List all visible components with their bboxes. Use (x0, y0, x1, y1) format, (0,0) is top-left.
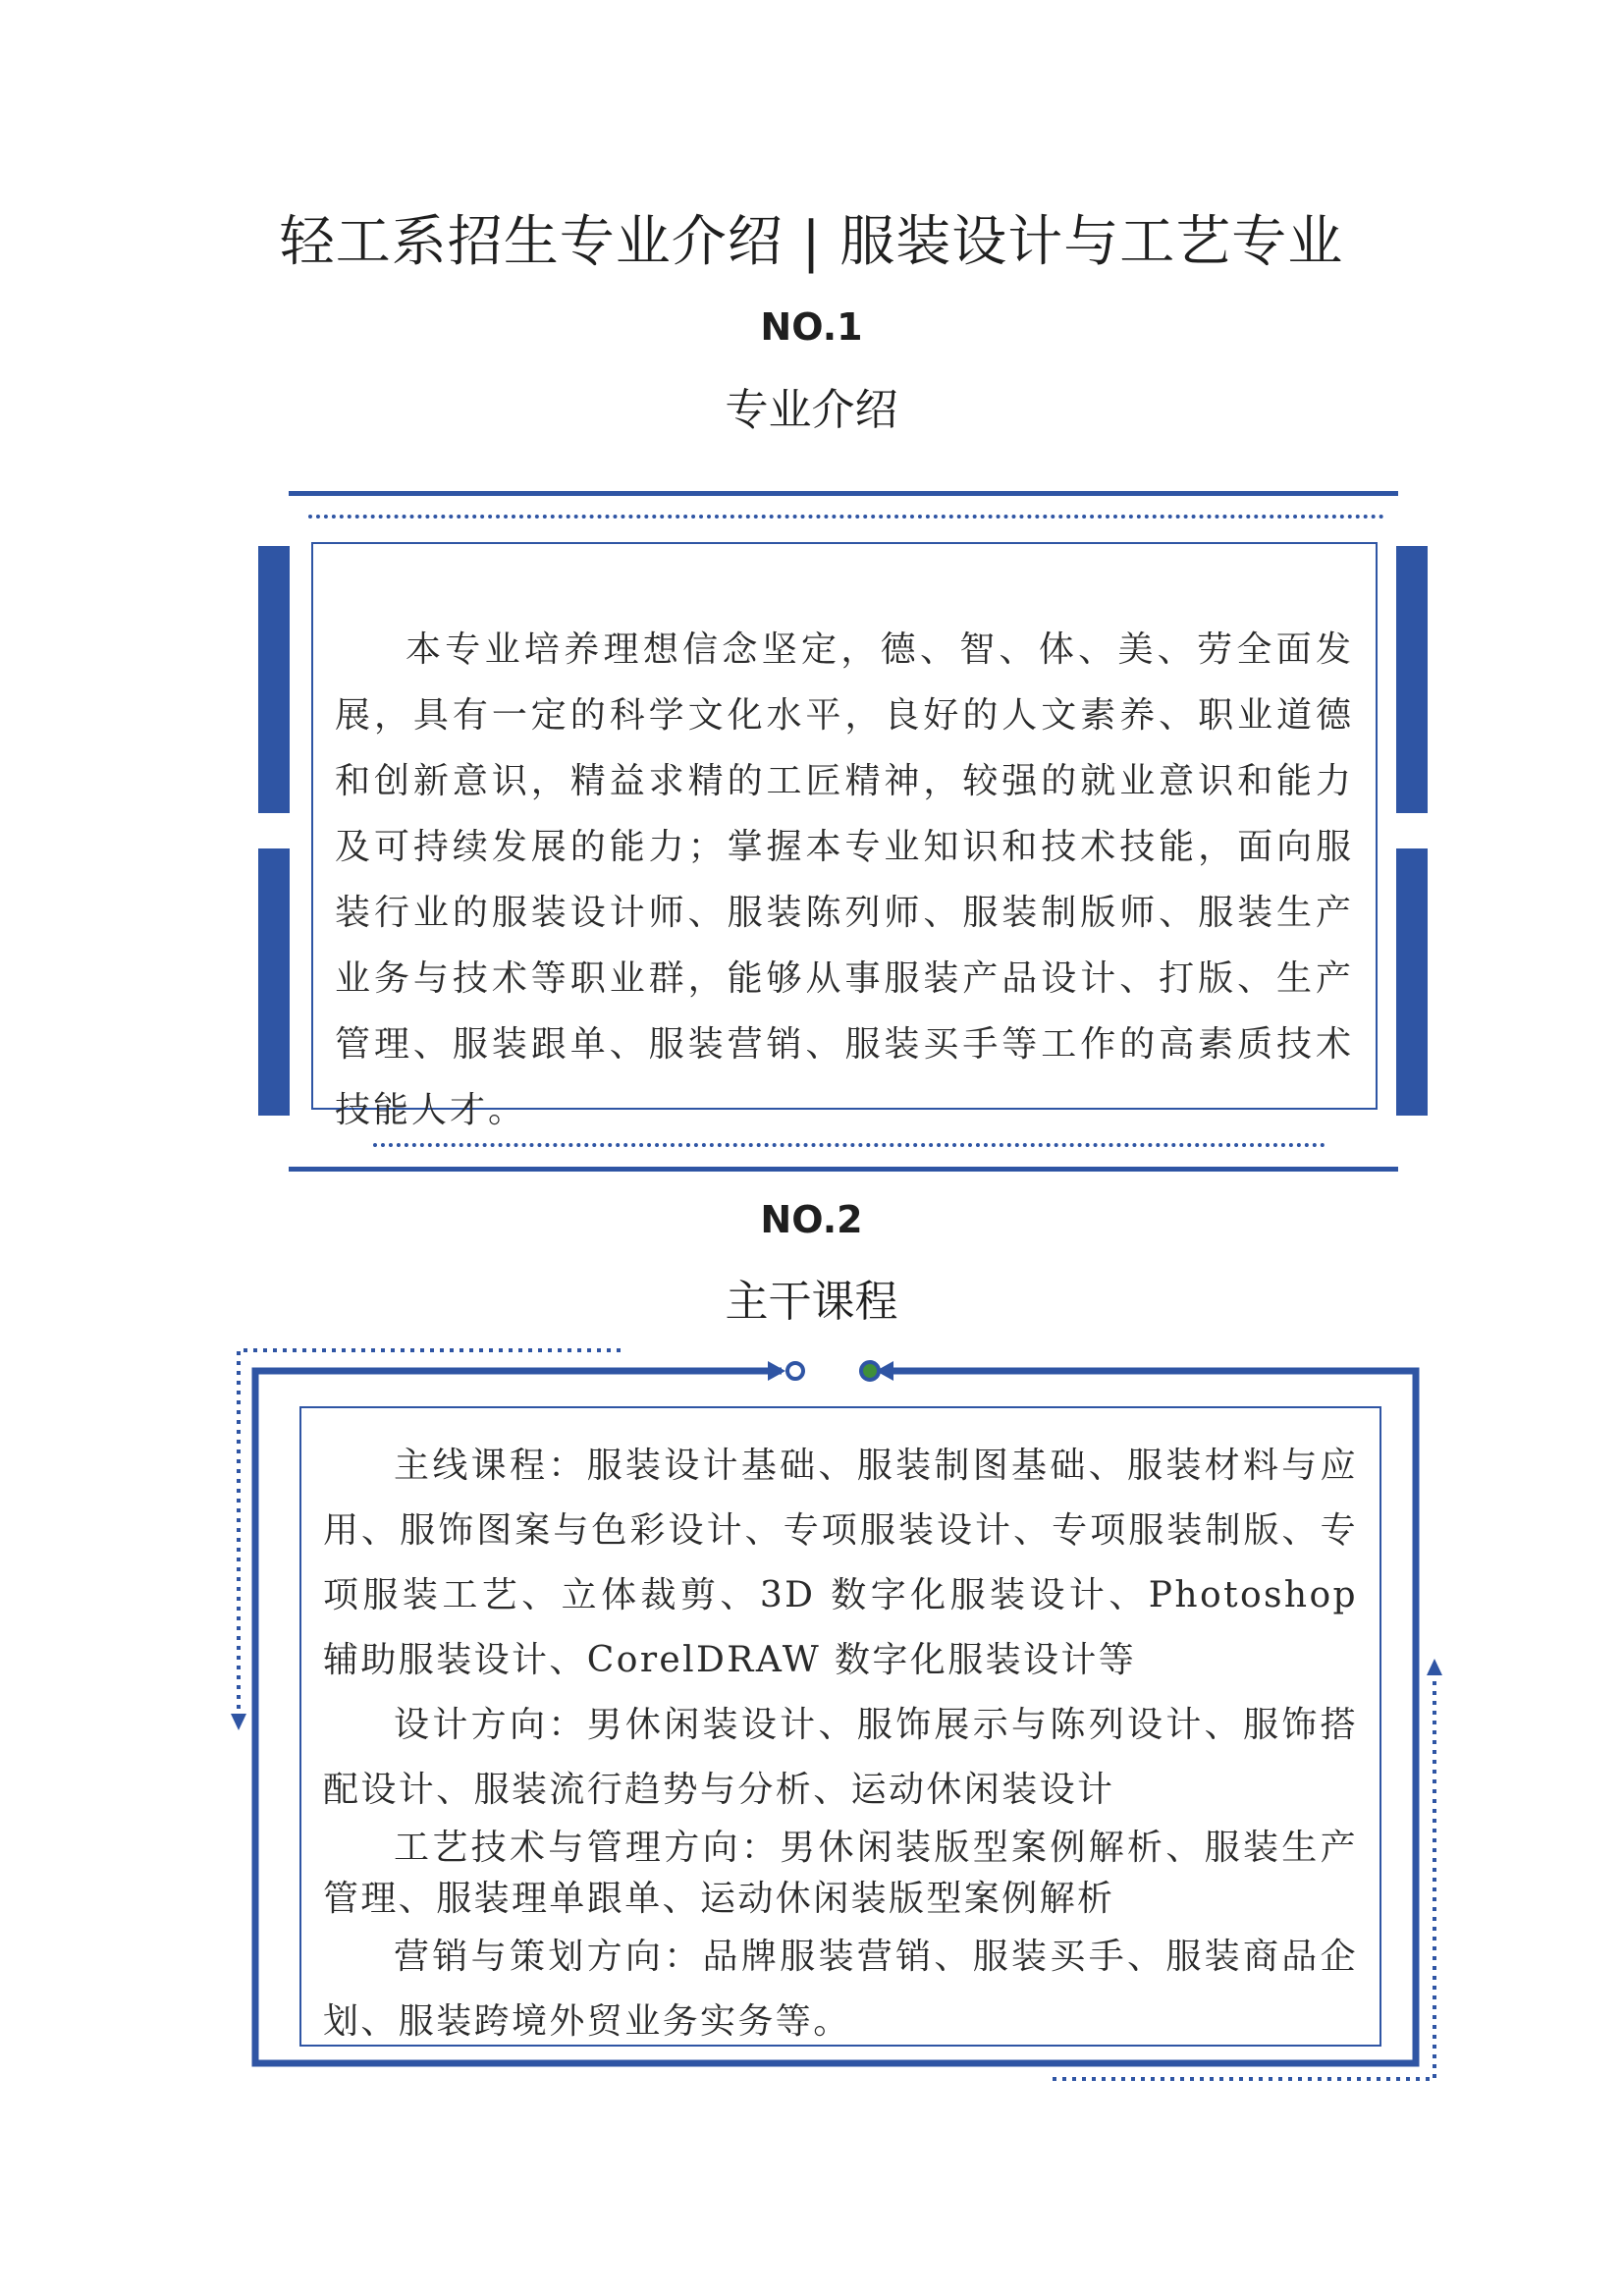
arrow-up-icon (1427, 1659, 1442, 1675)
arrow-down-icon (231, 1714, 246, 1730)
course-paragraph-main: 主线课程：服装设计基础、服装制图基础、服装材料与应用、服饰图案与色彩设计、专项服装设计、专项服装制版、专项服装工艺、立体裁剪、3D 数字化服装设计、Photoshop 辅助服装设计、CorelDRAW 数字化服装设计等 (323, 1446, 1358, 1680)
section1-paragraph: 本专业培养理想信念坚定，德、智、体、美、劳全面发展，具有一定的科学文化水平，良好的人文素养、职业道德和创新意识，精益求精的工匠精神，较强的就业意识和能力及可持续发展的能力；掌握本专业知识和技术技能，面向服装行业的服装设计师、服装陈列师、服装制版师、服装生产业务与技术等职业群，能够从事服装产品设计、打版、生产管理、服装跟单、服装营销、服装买手等工作的高素质技术技能人才。 (335, 629, 1354, 1130)
section2-text-box (299, 1406, 1381, 2047)
arrow-right-icon (768, 1361, 785, 1381)
course-paragraph-craft: 工艺技术与管理方向：男休闲装版型案例解析、服装生产管理、服装理单跟单、运动休闲装版型案例解析 (323, 1828, 1358, 1919)
section1-number: NO.1 (760, 305, 863, 349)
section1-heading: 专业介绍 (725, 385, 898, 435)
course-paragraph-design: 设计方向：男休闲装设计、服饰展示与陈列设计、服饰搭配设计、服装流行趋势与分析、运动休闲装设计 (323, 1705, 1358, 1810)
section2-number: NO.2 (760, 1198, 863, 1241)
hollow-node-icon (787, 1363, 803, 1379)
section2-heading: 主干课程 (725, 1277, 898, 1327)
course-paragraph-marketing: 营销与策划方向：品牌服装营销、服装买手、服装商品企划、服装跨境外贸业务实务等。 (323, 1937, 1358, 2042)
filled-node-icon (861, 1362, 879, 1380)
page-title: 轻工系招生专业介绍 | 服装设计与工艺专业 (279, 210, 1344, 274)
